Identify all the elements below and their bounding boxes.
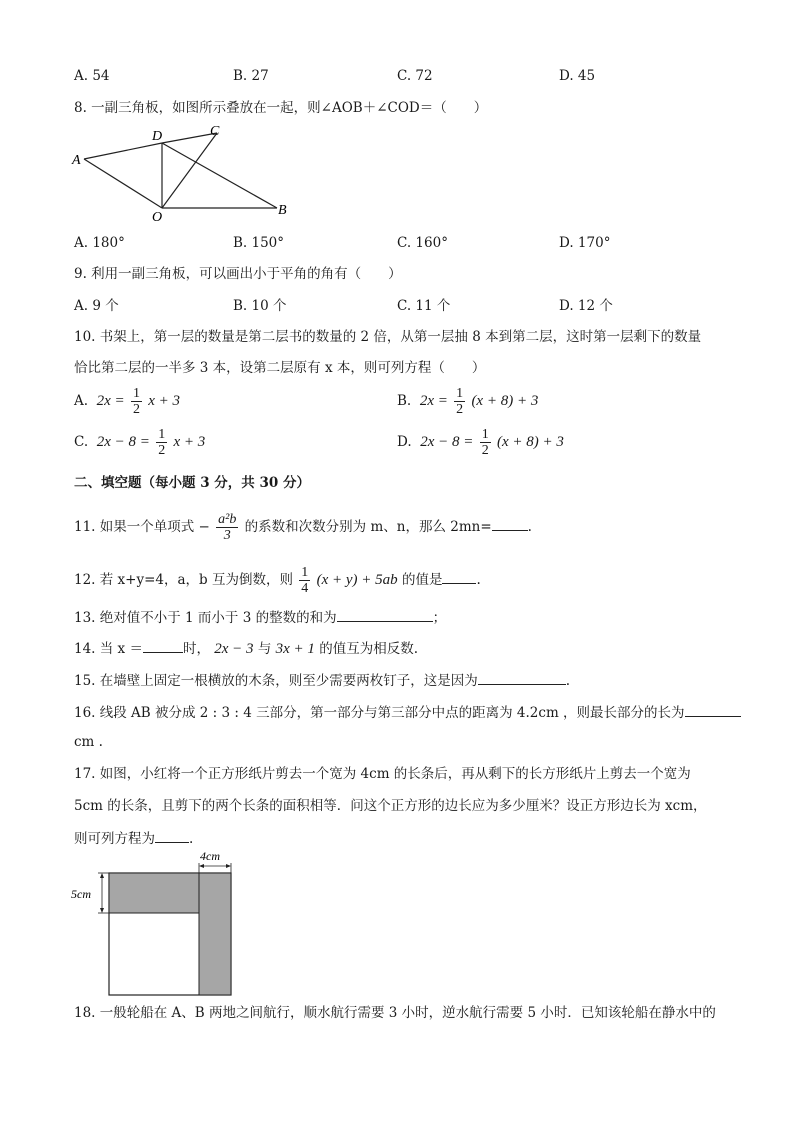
q8-label-a: A: [72, 153, 81, 168]
q10-option-b: B. 2x = $\frac{1}{2}$ (x + 8) + 3: [397, 386, 539, 417]
q7-option-c: C. 72: [397, 68, 433, 84]
q14-answer-blank: [143, 638, 183, 653]
q8-option-c: C. 160°: [397, 235, 448, 251]
q10-stem-line2: 恰比第二层的一半多 3 本，设第二层原有 x 本，则可列方程（ ）: [74, 360, 486, 376]
q9-option-c: C. 11 个: [397, 298, 451, 314]
q14: 14. 当 x ＝ 时， 2x − 3 与 3x + 1 的值互为相反数.: [74, 638, 418, 659]
q15: 15. 在墙壁上固定一根横放的木条，则至少需要两枚钉子，这是因为 .: [74, 670, 570, 691]
q8-label-b: B: [278, 203, 287, 218]
q8-label-o: O: [152, 210, 163, 225]
q8-option-b: B. 150°: [233, 235, 285, 251]
q17-label-4cm: 4cm: [200, 849, 220, 863]
q16-line1: 16. 线段 AB 被分成 2 : 3 : 4 三部分，第一部分与第三部分中点的距离为 4.2cm ，则最长部分的长为: [74, 702, 741, 723]
q8-stem: 8. 一副三角板，如图所示叠放在一起，则∠AOB＋∠COD＝（ ）: [74, 100, 488, 116]
q17-line1: 17. 如图，小红将一个正方形纸片剪去一个宽为 4cm 的长条后，再从剩下的长方形纸片上剪去一个宽为: [74, 766, 691, 782]
q10-stem-line1: 10. 书架上，第一层的数量是第二层书的数量的 2 倍，从第一层抽 8 本到第二层，这时第一层剩下的数量: [74, 329, 702, 345]
q17-answer-blank: [155, 828, 189, 843]
q11: 11. 如果一个单项式 − $\frac{\text{a²b}}{3}$ 的系数和次数分别为 m、n，那么 2mn= .: [74, 512, 532, 543]
q7-option-d: D. 45: [559, 68, 596, 84]
q12-answer-blank: [442, 569, 476, 584]
q7-option-b: B. 27: [233, 68, 269, 84]
q8-label-c: C: [210, 124, 220, 139]
q15-answer-blank: [478, 670, 566, 685]
q8-label-d: D: [152, 129, 163, 144]
q9-option-b: B. 10 个: [233, 298, 287, 314]
q10-option-d: D. 2x − 8 = $\frac{1}{2}$ (x + 8) + 3: [397, 427, 564, 458]
q12: 12. 若 x+y=4，a，b 互为倒数，则 $\frac{1}{4}$ (x + y) + 5ab 的值是 .: [74, 565, 481, 596]
q9-option-a: A. 9 个: [74, 298, 119, 314]
q16-answer-blank: [685, 702, 741, 717]
q17-line2: 5cm 的长条，且剪下的两个长条的面积相等．问这个正方形的边长应为多少厘米？设正方形边长为 xcm，: [74, 798, 707, 814]
q16-line2: cm .: [74, 734, 103, 750]
q13-answer-blank: [337, 607, 433, 622]
q8-option-d: D. 170°: [559, 235, 611, 251]
q17-line3: 则可列方程为 .: [74, 828, 193, 849]
q10-option-a: A. 2x = $\frac{1}{2}$ x + 3: [74, 386, 181, 417]
q9-stem: 9. 利用一副三角板，可以画出小于平角的角有（ ）: [74, 266, 402, 282]
q10-option-c: C. 2x − 8 = $\frac{1}{2}$ x + 3: [74, 427, 206, 458]
q8-option-a: A. 180°: [74, 235, 125, 251]
q11-answer-blank: [492, 516, 528, 531]
section-title-fill-in: 二、填空题（每小题 3 分，共 30 分）: [74, 475, 310, 491]
q8-triangle-figure: [68, 120, 298, 225]
q17-square-figure: [68, 845, 248, 1000]
q9-option-d: D. 12 个: [559, 298, 613, 314]
q7-option-a: A. 54: [74, 68, 110, 84]
q13: 13. 绝对值不小于 1 而小于 3 的整数的和为 ；: [74, 607, 446, 628]
q17-label-5cm: 5cm: [71, 887, 91, 901]
q18-line1: 18. 一般轮船在 A、B 两地之间航行，顺水航行需要 3 小时，逆水航行需要 5 小时．已知该轮船在静水中的: [74, 1005, 716, 1021]
